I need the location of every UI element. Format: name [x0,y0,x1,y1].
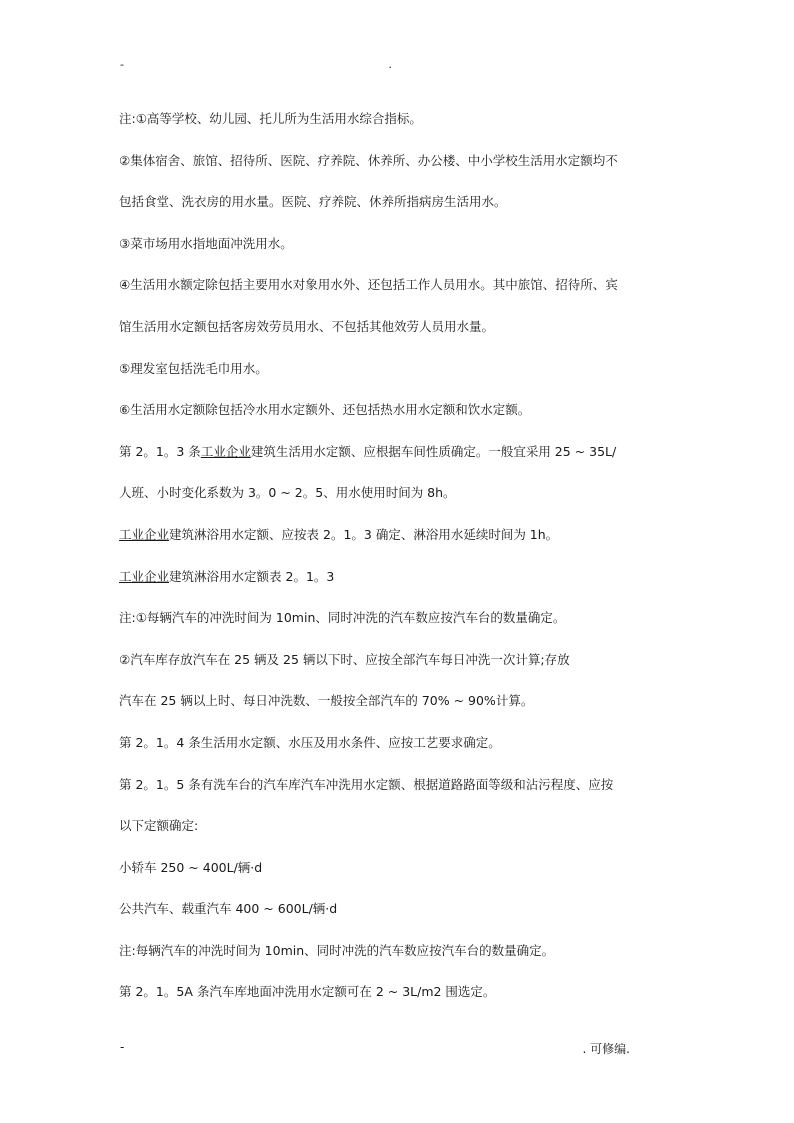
page-header [120,58,392,74]
sedan-quota-line: 小轿车 250 ~ 400L/辆·d [119,859,263,875]
note-5-line: ⑤理发室包括洗毛巾用水。 [119,360,268,376]
clause-prefix: 第 2。1。3 条 [119,443,201,459]
header-right-mark: . [388,58,392,71]
car-note-2-line-a: ②汽车库存放汽车在 25 辆及 25 辆以下时、应按全部汽车每日冲洗一次计算;存放 [119,651,570,667]
clause-2-1-5-line-b: 以下定额确定: [119,818,199,834]
line-suffix: 建筑淋浴用水定额表 2。1。3 [169,568,335,584]
shower-quota-line [119,524,679,566]
underlined-term: 工业企业 [200,443,251,459]
note-2-line-a: ②集体宿舍、旅馆、招待所、医院、疗养院、休养所、办公楼、中小学校生活用水定额均不 [119,152,618,168]
car-note-2-line-b: 汽车在 25 辆以上时、每日冲洗数、一般按全部汽车的 70% ~ 90%计算。 [119,693,534,709]
note-4-line-b: 馆生活用水定额包括客房效劳员用水、不包括其他效劳人员用水量。 [119,318,495,334]
document-body [119,108,679,1023]
footer-right-text: . 可修编. [582,1042,630,1056]
header-left-mark: - [120,58,124,71]
note-6-line: ⑥生活用水定额除包括冷水用水定额外、还包括热水用水定额和饮水定额。 [119,402,531,418]
page-footer [120,1040,630,1056]
clause-suffix: 建筑生活用水定额、应根据车间性质确定。一般宜采用 25 ~ 35L/ [250,443,617,459]
bus-truck-quota-line: 公共汽车、载重汽车 400 ~ 600L/辆·d [119,901,338,917]
note-3-line: ③菜市场用水指地面冲洗用水。 [119,235,293,251]
clause-2-1-3-line-a [119,441,679,483]
car-note-1-line: 注:①每辆汽车的冲洗时间为 10min、同时冲洗的汽车数应按汽车台的数量确定。 [119,610,566,626]
underlined-term: 工业企业 [119,568,170,584]
clause-2-1-3-line-b: 人班、小时变化系数为 3。0 ~ 2。5、用水使用时间为 8h。 [119,485,456,501]
table-caption-line [119,566,679,608]
underlined-term: 工业企业 [119,526,170,542]
note-1-line: 注:①高等学校、幼儿园、托儿所为生活用水综合指标。 [119,111,422,126]
line-suffix: 建筑淋浴用水定额、应按表 2。1。3 确定、淋浴用水延续时间为 1h。 [169,526,559,542]
wash-note-line: 注:每辆汽车的冲洗时间为 10min、同时冲洗的汽车数应按汽车台的数量确定。 [119,942,555,958]
clause-2-1-4-line: 第 2。1。4 条生活用水定额、水压及用水条件、应按工艺要求确定。 [119,734,501,750]
footer-left-mark: - [120,1040,125,1054]
clause-2-1-5-line-a: 第 2。1。5 条有洗车台的汽车库汽车冲洗用水定额、根据道路路面等级和沾污程度、应按 [119,776,614,792]
note-4-line-a: ④生活用水额定除包括主要用水对象用水外、还包括工作人员用水。其中旅馆、招待所、宾 [119,277,618,293]
clause-2-1-5a-line: 第 2。1。5A 条汽车库地面冲洗用水定额可在 2 ~ 3L/m2 围选定。 [119,984,496,1000]
note-2-line-b: 包括食堂、洗衣房的用水量。医院、疗养院、休养所指病房生活用水。 [119,194,507,210]
